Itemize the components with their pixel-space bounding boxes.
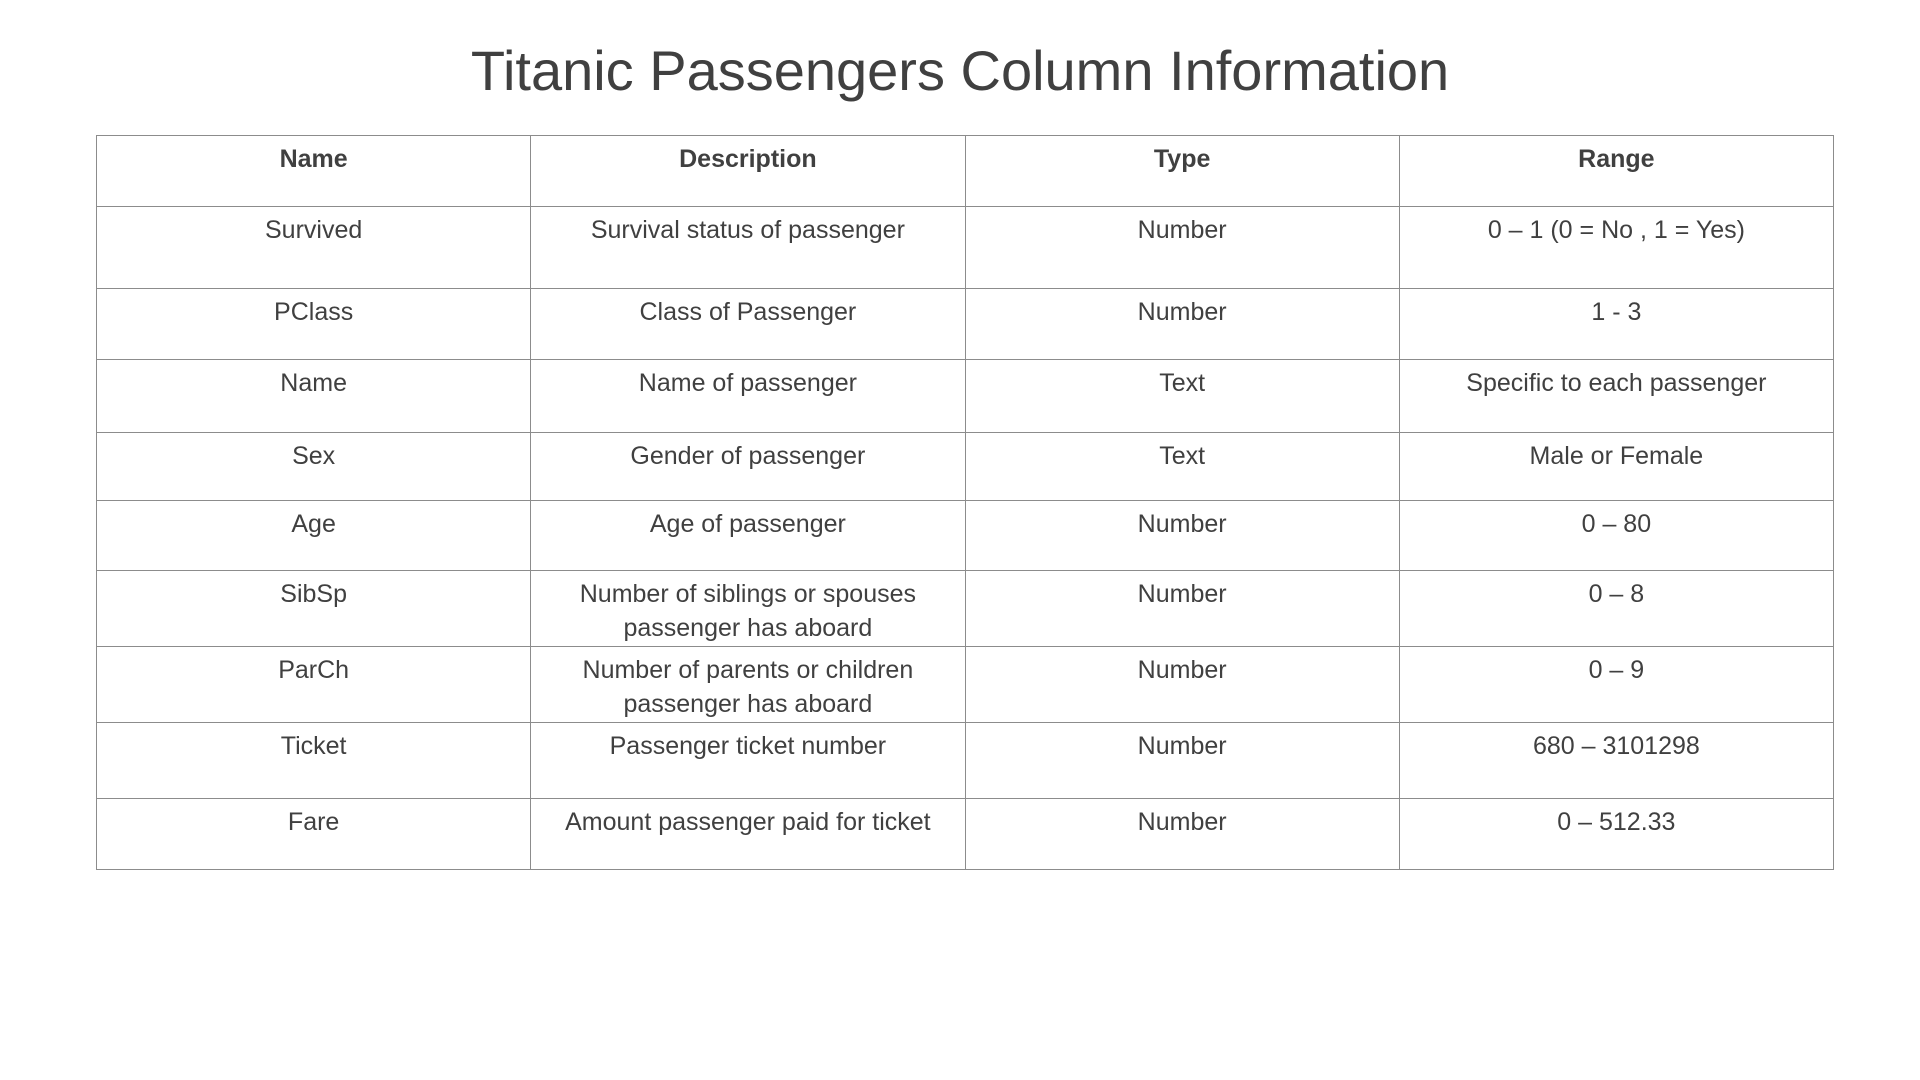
header-description: Description	[531, 136, 965, 207]
header-type: Type	[965, 136, 1399, 207]
header-name: Name	[97, 136, 531, 207]
cell-range: Male or Female	[1399, 433, 1833, 501]
cell-range: 680 – 3101298	[1399, 723, 1833, 799]
cell-description: Name of passenger	[531, 360, 965, 433]
table-row	[97, 647, 1834, 723]
cell-name: Sex	[97, 433, 531, 501]
page-title: Titanic Passengers Column Information	[470, 39, 1450, 102]
cell-type: Number	[965, 571, 1399, 647]
cell-description: Age of passenger	[531, 501, 965, 571]
table-header-row	[97, 136, 1834, 207]
cell-name: Name	[97, 360, 531, 433]
cell-name: Survived	[97, 207, 531, 289]
table-row	[97, 799, 1834, 870]
table-row	[97, 571, 1834, 647]
cell-name: Age	[97, 501, 531, 571]
table-row	[97, 723, 1834, 799]
cell-type: Number	[965, 289, 1399, 360]
cell-type: Number	[965, 501, 1399, 571]
cell-range: 0 – 80	[1399, 501, 1833, 571]
cell-description: Passenger ticket number	[531, 723, 965, 799]
cell-name: PClass	[97, 289, 531, 360]
header-range: Range	[1399, 136, 1833, 207]
table-row	[97, 289, 1834, 360]
cell-description: Survival status of passenger	[531, 207, 965, 289]
cell-description: Number of siblings or spouses passenger has aboard	[531, 571, 965, 647]
cell-name: ParCh	[97, 647, 531, 723]
cell-type: Text	[965, 360, 1399, 433]
table-row	[97, 501, 1834, 571]
cell-range: 0 – 8	[1399, 571, 1833, 647]
cell-range: Specific to each passenger	[1399, 360, 1833, 433]
cell-name: Fare	[97, 799, 531, 870]
cell-range: 0 – 512.33	[1399, 799, 1833, 870]
table-row	[97, 433, 1834, 501]
table-row	[97, 360, 1834, 433]
cell-type: Number	[965, 723, 1399, 799]
cell-range: 0 – 9	[1399, 647, 1833, 723]
cell-type: Number	[965, 647, 1399, 723]
cell-description: Amount passenger paid for ticket	[531, 799, 965, 870]
cell-type: Number	[965, 207, 1399, 289]
cell-description: Number of parents or children passenger has aboard	[531, 647, 965, 723]
cell-description: Class of Passenger	[531, 289, 965, 360]
cell-type: Text	[965, 433, 1399, 501]
cell-name: SibSp	[97, 571, 531, 647]
cell-description: Gender of passenger	[531, 433, 965, 501]
cell-type: Number	[965, 799, 1399, 870]
table-row	[97, 207, 1834, 289]
cell-range: 1 - 3	[1399, 289, 1833, 360]
cell-range: 0 – 1 (0 = No , 1 = Yes)	[1399, 207, 1833, 289]
cell-name: Ticket	[97, 723, 531, 799]
column-info-table	[96, 135, 1834, 870]
